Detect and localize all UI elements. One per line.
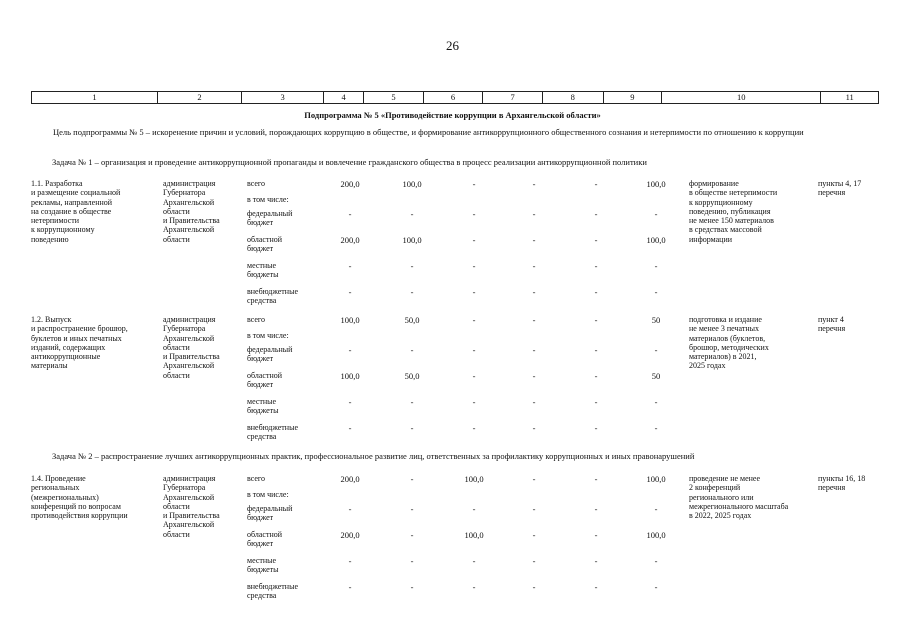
measure-name: 1.4. Проведение региональных (межрегиональных) конференций по вопросам противодействия коррупции bbox=[31, 474, 128, 521]
funding-value: - bbox=[410, 423, 414, 433]
funding-value: - bbox=[472, 287, 476, 297]
funding-source: местные бюджеты bbox=[247, 261, 279, 280]
funding-value: - bbox=[532, 235, 536, 245]
funding-source: областной бюджет bbox=[247, 371, 283, 390]
funding-value: - bbox=[410, 530, 414, 540]
funding-value: - bbox=[472, 235, 476, 245]
funding-value: - bbox=[532, 287, 536, 297]
column-number-1: 1 bbox=[32, 92, 158, 103]
funding-value: 100,0 bbox=[646, 474, 666, 484]
funding-source: федеральный бюджет bbox=[247, 504, 293, 523]
funding-source: всего bbox=[247, 315, 266, 324]
funding-value: - bbox=[532, 371, 536, 381]
funding-value: - bbox=[654, 556, 658, 566]
funding-value: - bbox=[532, 179, 536, 189]
expected-result: формирование в обществе нетерпимости к коррупционному поведению, публикация не менее 150 материалов в средствах массовой информации bbox=[689, 179, 778, 244]
column-number-6: 6 bbox=[424, 92, 484, 103]
funding-value: - bbox=[654, 287, 658, 297]
funding-value: - bbox=[410, 504, 414, 514]
funding-value: - bbox=[594, 423, 598, 433]
funding-value: - bbox=[532, 423, 536, 433]
funding-value: - bbox=[654, 504, 658, 514]
funding-value: - bbox=[532, 504, 536, 514]
funding-value: - bbox=[532, 209, 536, 219]
funding-value: - bbox=[410, 582, 414, 592]
funding-value: 100,0 bbox=[646, 179, 666, 189]
funding-value: 50,0 bbox=[404, 315, 420, 325]
funding-source: областной бюджет bbox=[247, 235, 283, 254]
funding-value: - bbox=[472, 556, 476, 566]
column-number-3: 3 bbox=[242, 92, 324, 103]
measure-name: 1.1. Разработка и размещение социальной рекламы, направленной на создание в обществе нетерпимости к коррупционному поведению bbox=[31, 179, 121, 244]
funding-value: - bbox=[472, 209, 476, 219]
column-number-4: 4 bbox=[324, 92, 364, 103]
funding-source: в том числе: bbox=[247, 331, 289, 340]
funding-value: - bbox=[654, 345, 658, 355]
funding-value: - bbox=[348, 397, 352, 407]
executor: администрация Губернатора Архангельской области и Правительства Архангельской области bbox=[163, 315, 220, 380]
funding-value: 50 bbox=[651, 315, 661, 325]
column-number-9: 9 bbox=[604, 92, 663, 103]
funding-source: всего bbox=[247, 474, 266, 483]
funding-value: - bbox=[410, 209, 414, 219]
funding-value: - bbox=[532, 315, 536, 325]
executor: администрация Губернатора Архангельской области и Правительства Архангельской области bbox=[163, 474, 220, 539]
funding-value: - bbox=[594, 530, 598, 540]
funding-value: 100,0 bbox=[402, 235, 422, 245]
funding-value: 200,0 bbox=[340, 474, 360, 484]
funding-value: - bbox=[472, 261, 476, 271]
funding-value: 100,0 bbox=[646, 235, 666, 245]
column-number-8: 8 bbox=[543, 92, 604, 103]
funding-value: - bbox=[594, 397, 598, 407]
column-number-2: 2 bbox=[158, 92, 242, 103]
funding-source: федеральный бюджет bbox=[247, 209, 293, 228]
funding-value: 200,0 bbox=[340, 530, 360, 540]
funding-value: - bbox=[472, 179, 476, 189]
funding-value: - bbox=[594, 556, 598, 566]
funding-value: - bbox=[594, 474, 598, 484]
funding-value: - bbox=[594, 582, 598, 592]
funding-source: в том числе: bbox=[247, 490, 289, 499]
funding-value: - bbox=[654, 261, 658, 271]
funding-source: внебюджетные средства bbox=[247, 423, 298, 442]
funding-source: всего bbox=[247, 179, 266, 188]
funding-value: - bbox=[532, 261, 536, 271]
funding-value: - bbox=[594, 345, 598, 355]
subprogram-title: Подпрограмма № 5 «Противодействие коррупции в Архангельской области» bbox=[304, 110, 601, 120]
funding-value: - bbox=[594, 179, 598, 189]
reference: пункты 4, 17 перечня bbox=[818, 179, 862, 198]
funding-value: 100,0 bbox=[464, 530, 484, 540]
funding-value: - bbox=[532, 530, 536, 540]
page-number: 26 bbox=[446, 38, 459, 53]
funding-value: - bbox=[532, 582, 536, 592]
funding-source: федеральный бюджет bbox=[247, 345, 293, 364]
funding-value: - bbox=[410, 397, 414, 407]
funding-value: - bbox=[654, 209, 658, 219]
funding-value: 50,0 bbox=[404, 371, 420, 381]
funding-value: - bbox=[594, 235, 598, 245]
funding-value: - bbox=[348, 556, 352, 566]
column-number-5: 5 bbox=[364, 92, 424, 103]
funding-value: - bbox=[472, 423, 476, 433]
funding-value: - bbox=[410, 261, 414, 271]
funding-value: - bbox=[594, 287, 598, 297]
funding-value: 200,0 bbox=[340, 179, 360, 189]
funding-value: - bbox=[594, 261, 598, 271]
funding-value: - bbox=[594, 315, 598, 325]
funding-value: - bbox=[472, 345, 476, 355]
funding-value: - bbox=[348, 287, 352, 297]
funding-value: - bbox=[348, 209, 352, 219]
funding-source: областной бюджет bbox=[247, 530, 283, 549]
funding-value: - bbox=[472, 397, 476, 407]
goal-text: Цель подпрограммы № 5 – искоренение причин и условий, порождающих коррупцию в обществе, и формирование антикоррупционного общественного сознания и нетерпимости по отношению к коррупции bbox=[53, 127, 804, 137]
funding-value: 200,0 bbox=[340, 235, 360, 245]
funding-source: местные бюджеты bbox=[247, 397, 279, 416]
funding-value: 50 bbox=[651, 371, 661, 381]
funding-value: - bbox=[410, 556, 414, 566]
funding-value: - bbox=[532, 345, 536, 355]
funding-source: местные бюджеты bbox=[247, 556, 279, 575]
funding-value: - bbox=[594, 504, 598, 514]
column-number-row bbox=[31, 91, 879, 104]
funding-value: - bbox=[472, 315, 476, 325]
funding-value: - bbox=[654, 423, 658, 433]
funding-value: - bbox=[472, 371, 476, 381]
funding-value: 100,0 bbox=[464, 474, 484, 484]
funding-source: внебюджетные средства bbox=[247, 287, 298, 306]
funding-value: - bbox=[472, 504, 476, 514]
column-number-7: 7 bbox=[483, 92, 543, 103]
funding-value: - bbox=[532, 474, 536, 484]
funding-value: - bbox=[654, 582, 658, 592]
funding-value: 100,0 bbox=[340, 371, 360, 381]
funding-value: 100,0 bbox=[340, 315, 360, 325]
funding-value: - bbox=[410, 287, 414, 297]
task-2-heading: Задача № 2 – распространение лучших антикоррупционных практик, профессиональное развитие лиц, ответственных за профилактику коррупционных и иных правонарушений bbox=[52, 451, 695, 461]
reference: пункты 16, 18 перечня bbox=[818, 474, 866, 493]
expected-result: подготовка и издание не менее 3 печатных материалов (буклетов, брошюр, методических материалов) в 2021, 2025 годах bbox=[689, 315, 769, 371]
expected-result: проведение не менее 2 конференций регионального или межрегионального масштаба в 2022, 2025 годах bbox=[689, 474, 789, 521]
column-number-10: 10 bbox=[662, 92, 821, 103]
funding-value: - bbox=[348, 345, 352, 355]
funding-value: - bbox=[348, 423, 352, 433]
funding-value: - bbox=[348, 261, 352, 271]
funding-value: - bbox=[348, 582, 352, 592]
funding-value: - bbox=[594, 209, 598, 219]
task-1-heading: Задача № 1 – организация и проведение антикоррупционной пропаганды и вовлечение гражданского общества в процесс реализации антикоррупционной политики bbox=[52, 157, 647, 167]
reference: пункт 4 перечня bbox=[818, 315, 846, 334]
funding-value: - bbox=[348, 504, 352, 514]
funding-value: - bbox=[654, 397, 658, 407]
funding-value: - bbox=[532, 556, 536, 566]
column-number-11: 11 bbox=[845, 92, 854, 102]
funding-value: 100,0 bbox=[402, 179, 422, 189]
funding-source: внебюджетные средства bbox=[247, 582, 298, 601]
executor: администрация Губернатора Архангельской области и Правительства Архангельской области bbox=[163, 179, 220, 244]
funding-value: - bbox=[532, 397, 536, 407]
funding-source: в том числе: bbox=[247, 195, 289, 204]
funding-value: - bbox=[472, 582, 476, 592]
funding-value: 100,0 bbox=[646, 530, 666, 540]
funding-value: - bbox=[410, 345, 414, 355]
funding-value: - bbox=[594, 371, 598, 381]
funding-value: - bbox=[410, 474, 414, 484]
measure-name: 1.2. Выпуск и распространение брошюр, буклетов и иных печатных изданий, содержащих антикоррупционные материалы bbox=[31, 315, 128, 371]
